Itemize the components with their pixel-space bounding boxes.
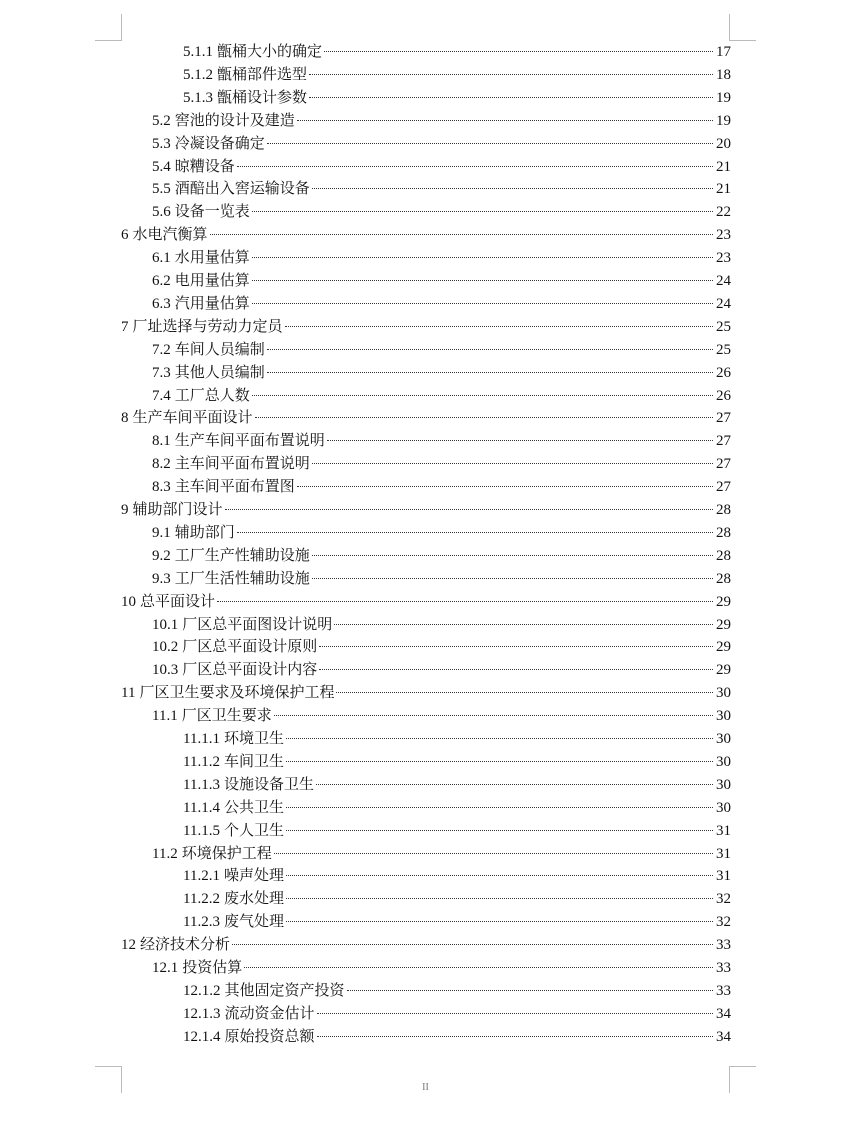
toc-entry-title: 电用量估算: [174, 273, 250, 289]
toc-entry-page: 17: [716, 44, 731, 60]
toc-entry-page: 33: [716, 982, 731, 999]
toc-entry-page: 28: [716, 547, 731, 564]
toc-entry-title: 辅助部门: [174, 524, 235, 541]
toc-entry-title: 厂址选择与劳动力定员: [132, 318, 283, 335]
toc-entry-number: 11: [121, 685, 136, 702]
toc-entry-number: 9.2: [152, 547, 171, 564]
toc-entry-number: 10.3: [152, 662, 179, 679]
toc-entry-title: 厂区总平面图设计说明: [182, 616, 333, 633]
toc-entry-page: 20: [716, 135, 731, 152]
toc-dot-leader: [347, 990, 713, 991]
toc-entry[interactable]: [152, 614, 731, 637]
toc-entry-number: 9.1: [152, 524, 171, 541]
toc-dot-leader: [252, 257, 713, 258]
toc-entry-title: 厂区总平面设计内容: [182, 662, 318, 679]
toc-dot-leader: [312, 188, 713, 189]
toc-entry[interactable]: [183, 751, 731, 774]
toc-entry[interactable]: [121, 934, 731, 957]
toc-dot-leader: [286, 898, 713, 899]
toc-entry-title: 公共卫生: [223, 799, 284, 816]
toc-entry-number: 7: [121, 318, 129, 335]
toc-entry[interactable]: [183, 87, 731, 110]
toc-entry-title: 晾糟设备: [174, 158, 235, 175]
toc-entry-title: 甑桶部件选型: [217, 66, 308, 83]
toc-entry-title: 工厂生活性辅助设施: [174, 570, 310, 587]
toc-entry-number: 7.3: [152, 364, 171, 381]
toc-entry-page: 26: [716, 364, 731, 381]
toc-dot-leader: [244, 967, 713, 968]
toc-entry-number: 11.1.1: [183, 731, 220, 747]
toc-entry[interactable]: [152, 247, 731, 270]
toc-entry-page: 30: [716, 708, 731, 725]
toc-entry-page: 18: [716, 66, 731, 83]
toc-entry-number: 11.1.5: [183, 822, 220, 839]
toc-entry-title: 废气处理: [223, 914, 284, 931]
toc-entry-title: 其他固定资产投资: [224, 982, 345, 999]
crop-mark-top-right: [729, 14, 756, 41]
toc-entry-title: 冷凝设备确定: [174, 135, 265, 152]
toc-entry-title: 设备一览表: [174, 204, 250, 221]
toc-entry-title: 流动资金估计: [224, 1005, 315, 1022]
toc-entry[interactable]: [152, 270, 731, 293]
toc-entry-title: 总平面设计: [140, 593, 216, 610]
toc-entry-title: 水用量估算: [174, 250, 250, 267]
toc-entry-number: 5.4: [152, 158, 171, 175]
toc-entry[interactable]: [183, 980, 731, 1003]
toc-entry-page: 34: [716, 1005, 731, 1022]
toc-dot-leader: [297, 486, 713, 487]
toc-entry-title: 环境保护工程: [181, 845, 272, 862]
toc-entry-page: 29: [716, 662, 731, 679]
toc-entry-number: 5.1.3: [183, 89, 213, 106]
toc-entry-page: 22: [716, 204, 731, 221]
toc-entry-number: 11.1.2: [183, 753, 220, 770]
toc-dot-leader: [210, 234, 713, 235]
toc-entry-page: 30: [716, 685, 731, 702]
toc-entry[interactable]: [121, 316, 731, 339]
toc-entry[interactable]: [183, 1026, 731, 1049]
toc-entry-number: 10.1: [152, 616, 179, 633]
toc-entry-page: 23: [716, 227, 731, 244]
toc-entry-number: 5.1.2: [183, 66, 213, 83]
toc-entry-page: 33: [716, 960, 731, 976]
toc-entry-page: 19: [716, 112, 731, 129]
toc-entry[interactable]: [121, 591, 731, 614]
toc-dot-leader: [327, 440, 713, 441]
toc-entry-title: 酒醅出入窖运输设备: [174, 181, 310, 198]
toc-entry-title: 设施设备卫生: [223, 776, 314, 793]
toc-entry[interactable]: [152, 957, 731, 980]
toc-entry-number: 11.1.3: [183, 776, 220, 793]
toc-entry-number: 7.4: [152, 387, 171, 404]
toc-entry-number: 12.1: [152, 960, 179, 976]
toc-entry-title: 甑桶大小的确定: [217, 44, 323, 60]
toc-entry-number: 6.2: [152, 273, 171, 289]
toc-entry-page: 28: [716, 524, 731, 541]
toc-entry-page: 30: [716, 731, 731, 747]
toc-dot-leader: [225, 509, 713, 510]
toc-entry-title: 车间人员编制: [174, 341, 265, 358]
toc-entry-page: 31: [716, 845, 731, 862]
toc-entry[interactable]: [121, 682, 731, 705]
toc-entry-page: 25: [716, 318, 731, 335]
toc-dot-leader: [286, 738, 713, 739]
toc-entry-title: 投资估算: [182, 960, 243, 976]
toc-entry[interactable]: [152, 522, 731, 545]
toc-dot-leader: [319, 646, 713, 647]
toc-entry-number: 12.1.2: [183, 982, 221, 999]
toc-dot-leader: [252, 211, 713, 212]
toc-entry-page: 23: [716, 250, 731, 267]
toc-entry-number: 8: [121, 410, 129, 427]
toc-entry[interactable]: [183, 41, 731, 64]
toc-dot-leader: [319, 669, 713, 670]
toc-entry-title: 废水处理: [223, 891, 284, 908]
toc-entry-number: 11.1: [152, 708, 178, 725]
toc-entry[interactable]: [152, 201, 731, 224]
toc-entry-title: 厂区总平面设计原则: [182, 639, 318, 656]
toc-entry-title: 厂区卫生要求: [181, 708, 272, 725]
toc-dot-leader: [324, 51, 713, 52]
toc-entry-number: 6: [121, 227, 129, 244]
toc-dot-leader: [309, 74, 713, 75]
toc-entry[interactable]: [183, 728, 731, 751]
toc-entry[interactable]: [121, 407, 731, 430]
toc-entry-title: 车间卫生: [223, 753, 284, 770]
toc-entry-page: 21: [716, 181, 731, 198]
toc-entry[interactable]: [152, 545, 731, 568]
toc-entry-page: 31: [716, 868, 731, 885]
toc-entry-number: 9: [121, 502, 129, 518]
toc-entry-page: 30: [716, 799, 731, 816]
toc-entry-number: 6.3: [152, 295, 171, 312]
toc-dot-leader: [267, 372, 713, 373]
toc-entry-number: 11.2: [152, 845, 178, 862]
toc-entry-number: 10: [121, 593, 136, 610]
toc-entry-page: 33: [716, 937, 731, 954]
toc-entry[interactable]: [152, 636, 731, 659]
toc-dot-leader: [252, 280, 713, 281]
toc-entry-number: 6.1: [152, 250, 171, 267]
toc-dot-leader: [267, 143, 713, 144]
toc-entry-page: 19: [716, 89, 731, 106]
toc-entry[interactable]: [183, 774, 731, 797]
toc-entry-page: 27: [716, 479, 731, 496]
toc-entry-number: 12: [121, 937, 136, 954]
toc-entry-title: 主车间平面布置说明: [174, 456, 310, 473]
toc-entry-title: 窖池的设计及建造: [174, 112, 295, 129]
toc-entry-number: 11.2.1: [183, 868, 220, 885]
toc-entry-page: 27: [716, 433, 731, 450]
toc-entry-page: 21: [716, 158, 731, 175]
toc-entry-page: 29: [716, 616, 731, 633]
toc-entry-number: 11.2.2: [183, 891, 220, 908]
toc-dot-leader: [232, 944, 713, 945]
toc-entry-page: 29: [716, 593, 731, 610]
toc-entry[interactable]: [152, 705, 731, 728]
toc-entry-page: 24: [716, 273, 731, 289]
toc-entry[interactable]: [183, 64, 731, 87]
toc-entry-number: 8.2: [152, 456, 171, 473]
toc-dot-leader: [255, 417, 713, 418]
toc-entry-number: 8.3: [152, 479, 171, 496]
toc-entry-title: 辅助部门设计: [132, 502, 223, 518]
toc-entry-number: 7.2: [152, 341, 171, 358]
toc-entry-title: 主车间平面布置图: [174, 479, 295, 496]
toc-dot-leader: [312, 578, 713, 579]
toc-dot-leader: [286, 830, 713, 831]
toc-entry-title: 工厂生产性辅助设施: [174, 547, 310, 564]
toc-entry-page: 34: [716, 1028, 731, 1045]
toc-entry-number: 8.1: [152, 433, 171, 450]
toc-entry[interactable]: [152, 568, 731, 591]
toc-entry[interactable]: [152, 476, 731, 499]
toc-entry[interactable]: [152, 362, 731, 385]
toc-entry-page: 32: [716, 891, 731, 908]
toc-entry-page: 24: [716, 295, 731, 312]
toc-entry[interactable]: [152, 430, 731, 453]
toc-entry-number: 12.1.3: [183, 1005, 221, 1022]
toc-entry[interactable]: [152, 659, 731, 682]
toc-entry-page: 27: [716, 410, 731, 427]
toc-entry-title: 生产车间平面设计: [132, 410, 253, 427]
toc-dot-leader: [285, 326, 713, 327]
toc-dot-leader: [316, 784, 713, 785]
toc-entry-number: 10.2: [152, 639, 179, 656]
toc-dot-leader: [252, 395, 713, 396]
toc-entry-title: 环境卫生: [223, 731, 284, 747]
toc-entry[interactable]: [183, 1003, 731, 1026]
toc-entry-page: 30: [716, 753, 731, 770]
toc-entry[interactable]: [152, 156, 731, 179]
toc-entry-page: 27: [716, 456, 731, 473]
toc-dot-leader: [317, 1036, 713, 1037]
toc-entry[interactable]: [121, 499, 731, 522]
toc-dot-leader: [237, 166, 713, 167]
toc-entry-page: 25: [716, 341, 731, 358]
crop-mark-top-left: [95, 14, 122, 41]
toc-entry-title: 厂区卫生要求及环境保护工程: [139, 685, 335, 702]
toc-entry-title: 经济技术分析: [140, 937, 231, 954]
toc-entry-page: 28: [716, 502, 731, 518]
toc-entry-title: 工厂总人数: [174, 387, 250, 404]
toc-dot-leader: [312, 555, 713, 556]
toc-entry-number: 11.1.4: [183, 799, 220, 816]
toc-dot-leader: [274, 715, 713, 716]
toc-dot-leader: [267, 349, 713, 350]
toc-entry-number: 5.6: [152, 204, 171, 221]
toc-entry-number: 12.1.4: [183, 1028, 221, 1045]
toc-entry-number: 5.2: [152, 112, 171, 129]
toc-entry-page: 28: [716, 570, 731, 587]
toc-dot-leader: [274, 853, 713, 854]
toc-entry-page: 26: [716, 387, 731, 404]
toc-entry[interactable]: [183, 888, 731, 911]
toc-entry-page: 32: [716, 914, 731, 931]
toc-dot-leader: [286, 761, 713, 762]
toc-dot-leader: [297, 120, 713, 121]
toc-entry-page: 30: [716, 776, 731, 793]
toc-dot-leader: [286, 921, 713, 922]
toc-entry-number: 5.1.1: [183, 44, 213, 60]
toc-entry[interactable]: [152, 339, 731, 362]
toc-dot-leader: [334, 624, 713, 625]
toc-entry-number: 5.5: [152, 181, 171, 198]
toc-entry[interactable]: [152, 178, 731, 201]
toc-entry[interactable]: [183, 865, 731, 888]
toc-entry-title: 汽用量估算: [174, 295, 250, 312]
toc-entry[interactable]: [152, 133, 731, 156]
toc-dot-leader: [309, 97, 713, 98]
page-number-footer: II: [422, 1082, 429, 1093]
toc-dot-leader: [336, 692, 713, 693]
toc-dot-leader: [252, 303, 713, 304]
toc-dot-leader: [286, 875, 713, 876]
toc-dot-leader: [217, 601, 713, 602]
toc-entry[interactable]: [183, 820, 731, 843]
toc-dot-leader: [312, 463, 713, 464]
toc-entry-title: 个人卫生: [223, 822, 284, 839]
toc-entry-number: 9.3: [152, 570, 171, 587]
toc-entry-title: 原始投资总额: [224, 1028, 315, 1045]
toc-entry-title: 水电汽衡算: [132, 227, 208, 244]
toc-entry-title: 其他人员编制: [174, 364, 265, 381]
toc-entry[interactable]: [152, 385, 731, 408]
toc-entry-page: 31: [716, 822, 731, 839]
toc-entry[interactable]: [183, 797, 731, 820]
toc-entry-page: 29: [716, 639, 731, 656]
toc-entry[interactable]: [183, 911, 731, 934]
toc-dot-leader: [286, 807, 713, 808]
toc-dot-leader: [317, 1013, 713, 1014]
toc-entry[interactable]: [121, 224, 731, 247]
toc-entry[interactable]: [152, 293, 731, 316]
toc-entry-number: 11.2.3: [183, 914, 220, 931]
toc-entry-number: 5.3: [152, 135, 171, 152]
toc-entry-title: 甑桶设计参数: [217, 89, 308, 106]
toc-entry-title: 噪声处理: [223, 868, 284, 885]
toc-entry[interactable]: [152, 453, 731, 476]
toc-entry-title: 生产车间平面布置说明: [174, 433, 325, 450]
toc-dot-leader: [237, 532, 713, 533]
toc-entry[interactable]: [152, 843, 731, 866]
toc-entry[interactable]: [152, 110, 731, 133]
